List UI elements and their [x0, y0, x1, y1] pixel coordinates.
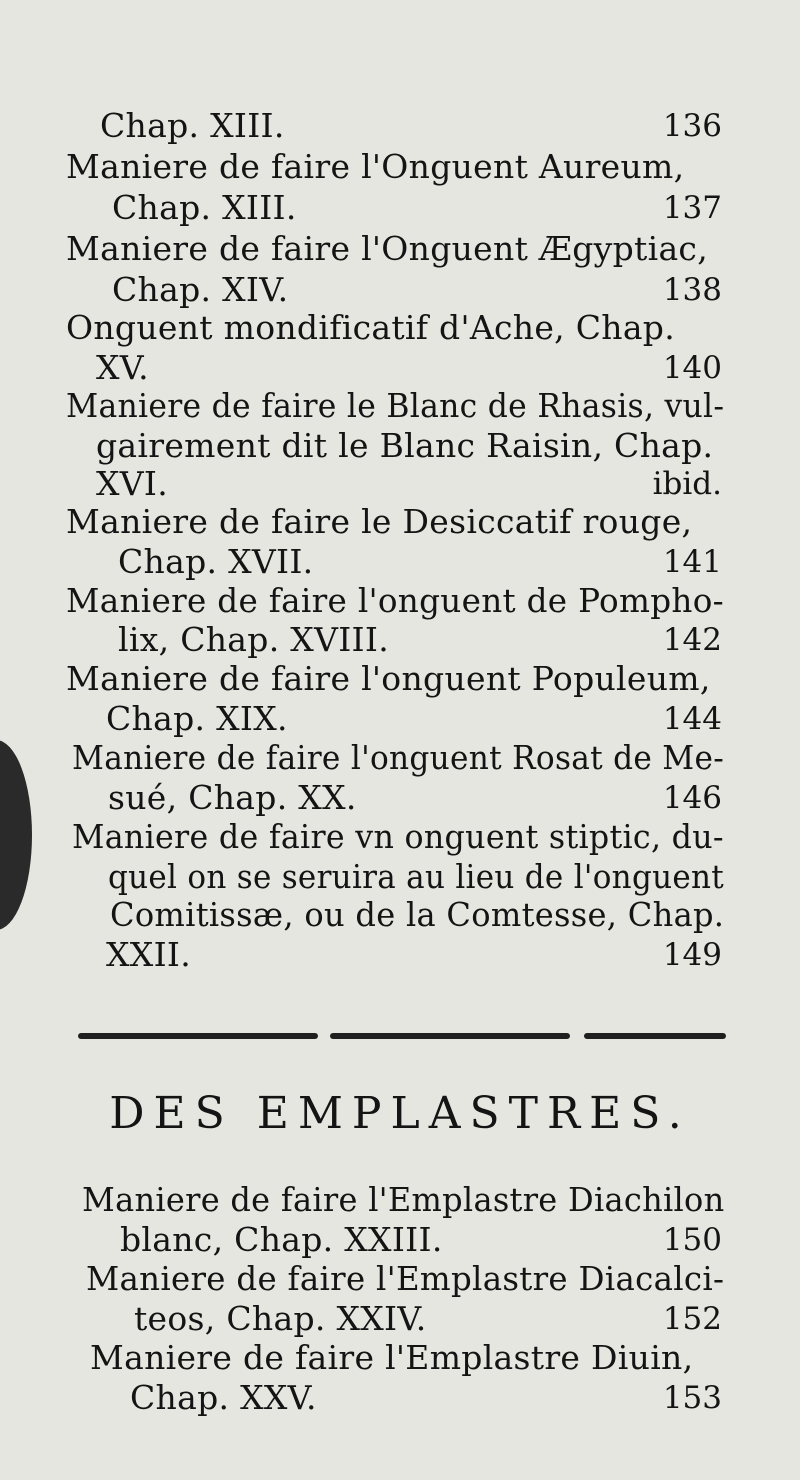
- entry-line: gairement dit le Blanc Raisin, Chap.: [96, 426, 714, 465]
- page-number: 153: [662, 1380, 722, 1416]
- page-number: 152: [662, 1301, 722, 1337]
- page-number: 141: [662, 544, 722, 580]
- page-number: 138: [662, 272, 722, 308]
- page-number: 142: [662, 622, 722, 658]
- rule-segment: [78, 1033, 318, 1039]
- entry-line: XVI.: [96, 464, 169, 503]
- page-number: 144: [662, 701, 722, 737]
- entry-line: Chap. XIII.: [112, 188, 297, 227]
- page-number: 137: [662, 190, 722, 226]
- rule-segment: [584, 1033, 726, 1039]
- entry-line: Chap. XIV.: [112, 270, 289, 309]
- entry-line: XXII.: [106, 935, 192, 974]
- entry-line: Maniere de faire le Desiccatif rouge,: [66, 502, 693, 541]
- entry-line: Maniere de faire l'onguent de Pompho-: [66, 581, 724, 620]
- entry-line: Maniere de faire l'onguent Rosat de Me-: [72, 738, 725, 777]
- entry-line: Maniere de faire l'Emplastre Diuin,: [90, 1338, 694, 1377]
- entry-line: Maniere de faire l'onguent Populeum,: [66, 659, 711, 698]
- page-number: 149: [662, 937, 722, 973]
- ornamental-rule: [78, 1030, 726, 1044]
- entry-line: Maniere de faire l'Emplastre Diachilon: [82, 1180, 725, 1219]
- section-heading: DES EMPLASTRES.: [109, 1088, 691, 1139]
- entry-line: Chap. XIII.: [100, 106, 285, 145]
- entry-line: quel on se seruira au lieu de l'onguent: [108, 857, 724, 896]
- entry-line: Onguent mondificatif d'Ache, Chap.: [66, 308, 676, 347]
- entry-line: XV.: [96, 348, 149, 387]
- page-number: 136: [662, 108, 722, 144]
- page-edge-shadow: [0, 740, 32, 930]
- entry-line: Maniere de faire l'Onguent Aureum,: [66, 147, 685, 186]
- entry-line: Chap. XIX.: [106, 699, 288, 738]
- page-number: 150: [662, 1222, 722, 1258]
- entry-line: Maniere de faire le Blanc de Rhasis, vul-: [66, 386, 725, 425]
- entry-line: Chap. XVII.: [118, 542, 314, 581]
- entry-line: sué, Chap. XX.: [108, 778, 357, 817]
- rule-segment: [330, 1033, 570, 1039]
- page-number: ibid.: [652, 466, 722, 502]
- page-number: 140: [662, 350, 722, 386]
- entry-line: lix, Chap. XVIII.: [118, 620, 390, 659]
- entry-line: teos, Chap. XXIV.: [134, 1299, 427, 1338]
- entry-line: Maniere de faire vn onguent stiptic, du-: [72, 817, 724, 856]
- entry-line: Maniere de faire l'Emplastre Diacalci-: [86, 1259, 725, 1298]
- page-number: 146: [662, 780, 722, 816]
- entry-line: Chap. XXV.: [130, 1378, 317, 1417]
- entry-line: Maniere de faire l'Onguent Ægyptiac,: [66, 229, 709, 268]
- entry-line: blanc, Chap. XXIII.: [120, 1220, 443, 1259]
- entry-line: Comitissæ, ou de la Comtesse, Chap.: [110, 895, 725, 934]
